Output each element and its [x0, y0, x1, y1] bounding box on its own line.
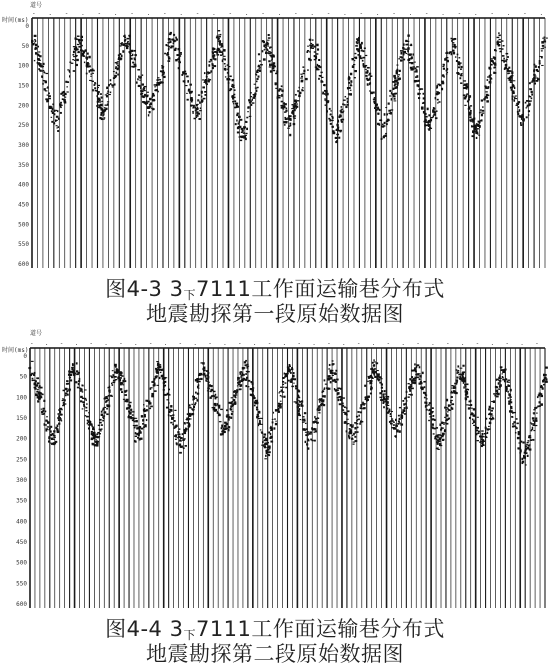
first-arrival-fan [372, 361, 419, 437]
trace-number: . [408, 10, 413, 17]
trace-number: - [130, 10, 134, 17]
trace-number: . [193, 340, 198, 347]
time-axis-label: 时间(ms) [2, 347, 29, 354]
trace-number: . [179, 10, 183, 17]
trace-number: . [44, 340, 49, 347]
trace-number: - [445, 340, 450, 347]
trace-number: - [535, 340, 539, 347]
seismic-record-plot-1 [0, 0, 550, 275]
caption-1-subscript: 下 [183, 288, 196, 302]
trace-number: - [523, 10, 527, 17]
figure-caption-1-line2: 地震勘探第一段原始数据图 [146, 302, 404, 326]
trace-number: . [244, 10, 249, 17]
trace-number: . [163, 340, 168, 347]
first-arrival-fan [200, 360, 246, 436]
seismic-figure-2 [0, 328, 550, 616]
time-tick-label: 500 [16, 559, 27, 567]
caption-1-suffix: 7111工作面运输巷分布式 [195, 277, 445, 301]
time-tick-label: 550 [16, 580, 27, 588]
trace-number: - [228, 10, 233, 17]
trace-number: - [208, 340, 212, 347]
trace-number: - [64, 10, 69, 17]
trace-number: - [148, 340, 153, 347]
first-arrival-fan [28, 361, 75, 445]
trace-number: - [505, 340, 510, 347]
first-arrival-fan [415, 366, 462, 450]
time-tick-label: 150 [18, 82, 29, 90]
caption-2-suffix: 7111工作面运输巷分布式 [195, 617, 445, 641]
time-tick-label: 550 [18, 241, 29, 249]
first-arrival-fan [500, 366, 548, 465]
trace-number: - [89, 340, 94, 347]
time-tick-label: 200 [16, 435, 27, 443]
first-arrival-fan [115, 361, 162, 443]
trace-number: . [104, 340, 108, 347]
trace-number: . [441, 10, 445, 17]
trace-number: . [74, 340, 79, 347]
trace-number: - [59, 340, 64, 347]
trace-number: - [457, 10, 462, 17]
trace-number: - [392, 10, 396, 17]
time-tick-label: 0 [25, 23, 29, 30]
trace-number: . [310, 10, 314, 17]
time-tick-label: 350 [16, 497, 27, 505]
trace-number: . [223, 340, 227, 347]
first-arrival-fan [452, 37, 499, 139]
first-arrival-fan [457, 365, 505, 447]
trace-number: - [386, 340, 391, 347]
first-arrival-fan [311, 37, 360, 143]
trace-number: - [326, 10, 331, 17]
trace-number: - [162, 10, 167, 17]
trace-number-header: 道号 [30, 330, 43, 337]
trace-number: - [119, 340, 123, 347]
trace-number: - [490, 10, 495, 17]
trace-number: - [359, 10, 364, 17]
first-arrival-fan [243, 364, 291, 460]
caption-2-subscript: 下 [183, 628, 196, 642]
time-tick-label: 200 [18, 102, 29, 110]
trace-number: - [237, 340, 242, 347]
trace-number: - [475, 340, 480, 347]
first-arrival-fan [71, 362, 119, 446]
first-arrival-fan [31, 35, 81, 132]
time-tick-label: 350 [18, 161, 29, 169]
trace-number: . [48, 10, 52, 17]
caption-1-prefix: 图4-3 3 [105, 277, 184, 301]
time-tick-label: 250 [16, 456, 27, 464]
trace-number: . [277, 10, 282, 17]
trace-number: . [252, 340, 257, 347]
trace-number: - [97, 10, 102, 17]
time-tick-label: 400 [18, 181, 29, 189]
time-tick-label: 0 [23, 353, 27, 360]
first-arrival-fan [125, 32, 175, 117]
figure-caption-2-line2: 地震勘探第二段原始数据图 [146, 642, 404, 666]
time-tick-label: 150 [16, 415, 27, 422]
trace-number: . [375, 10, 380, 17]
trace-number: - [327, 340, 331, 347]
time-tick-label: 600 [18, 261, 29, 268]
time-tick-label: 100 [16, 394, 27, 402]
trace-number: - [416, 340, 420, 347]
time-tick-label: 100 [18, 62, 29, 70]
trace-number: - [424, 10, 429, 17]
time-tick-label: 250 [18, 122, 29, 130]
trace-number-header: 道号 [30, 2, 43, 9]
time-tick-label: 450 [18, 201, 29, 209]
trace-number: - [178, 340, 183, 347]
time-tick-label: 500 [18, 221, 29, 229]
time-axis-label: 时间(ms) [2, 17, 29, 24]
time-tick-label: 50 [19, 373, 27, 381]
trace-number: . [113, 10, 118, 17]
time-tick-label: 450 [16, 539, 27, 546]
trace-number: - [30, 340, 34, 347]
trace-number: - [356, 340, 361, 347]
trace-number: . [341, 340, 346, 347]
seismic-figure-1 [0, 0, 550, 275]
trace-number: - [297, 340, 302, 347]
trace-number: - [32, 10, 36, 17]
trace-number: . [431, 340, 435, 347]
trace-number: . [343, 10, 347, 17]
time-tick-label: 50 [21, 42, 29, 50]
first-arrival-fan [218, 34, 270, 141]
first-arrival-fan [286, 360, 333, 449]
trace-number: . [146, 10, 151, 17]
trace-number: . [506, 10, 511, 17]
first-arrival-fan [497, 32, 548, 126]
trace-number: . [371, 340, 376, 347]
seismic-record-plot-2 [0, 328, 550, 616]
trace-number: . [520, 340, 524, 347]
trace-number: . [401, 340, 406, 347]
trace-number: . [282, 340, 287, 347]
trace-number: - [195, 10, 200, 17]
caption-2-prefix: 图4-4 3 [105, 617, 184, 641]
trace-number: . [133, 340, 138, 347]
time-tick-label: 300 [18, 142, 29, 149]
trace-number: - [261, 10, 265, 17]
trace-number: . [539, 10, 544, 17]
trace-number: - [267, 340, 272, 347]
trace-number: - [293, 10, 298, 17]
trace-number: . [474, 10, 478, 17]
trace-number: . [81, 10, 85, 17]
time-tick-label: 300 [16, 477, 27, 484]
trace-number: . [490, 340, 495, 347]
time-tick-label: 600 [16, 601, 27, 608]
trace-number: . [460, 340, 465, 347]
trace-number: . [312, 340, 316, 347]
trace-number: . [212, 10, 216, 17]
time-tick-label: 400 [16, 518, 27, 526]
